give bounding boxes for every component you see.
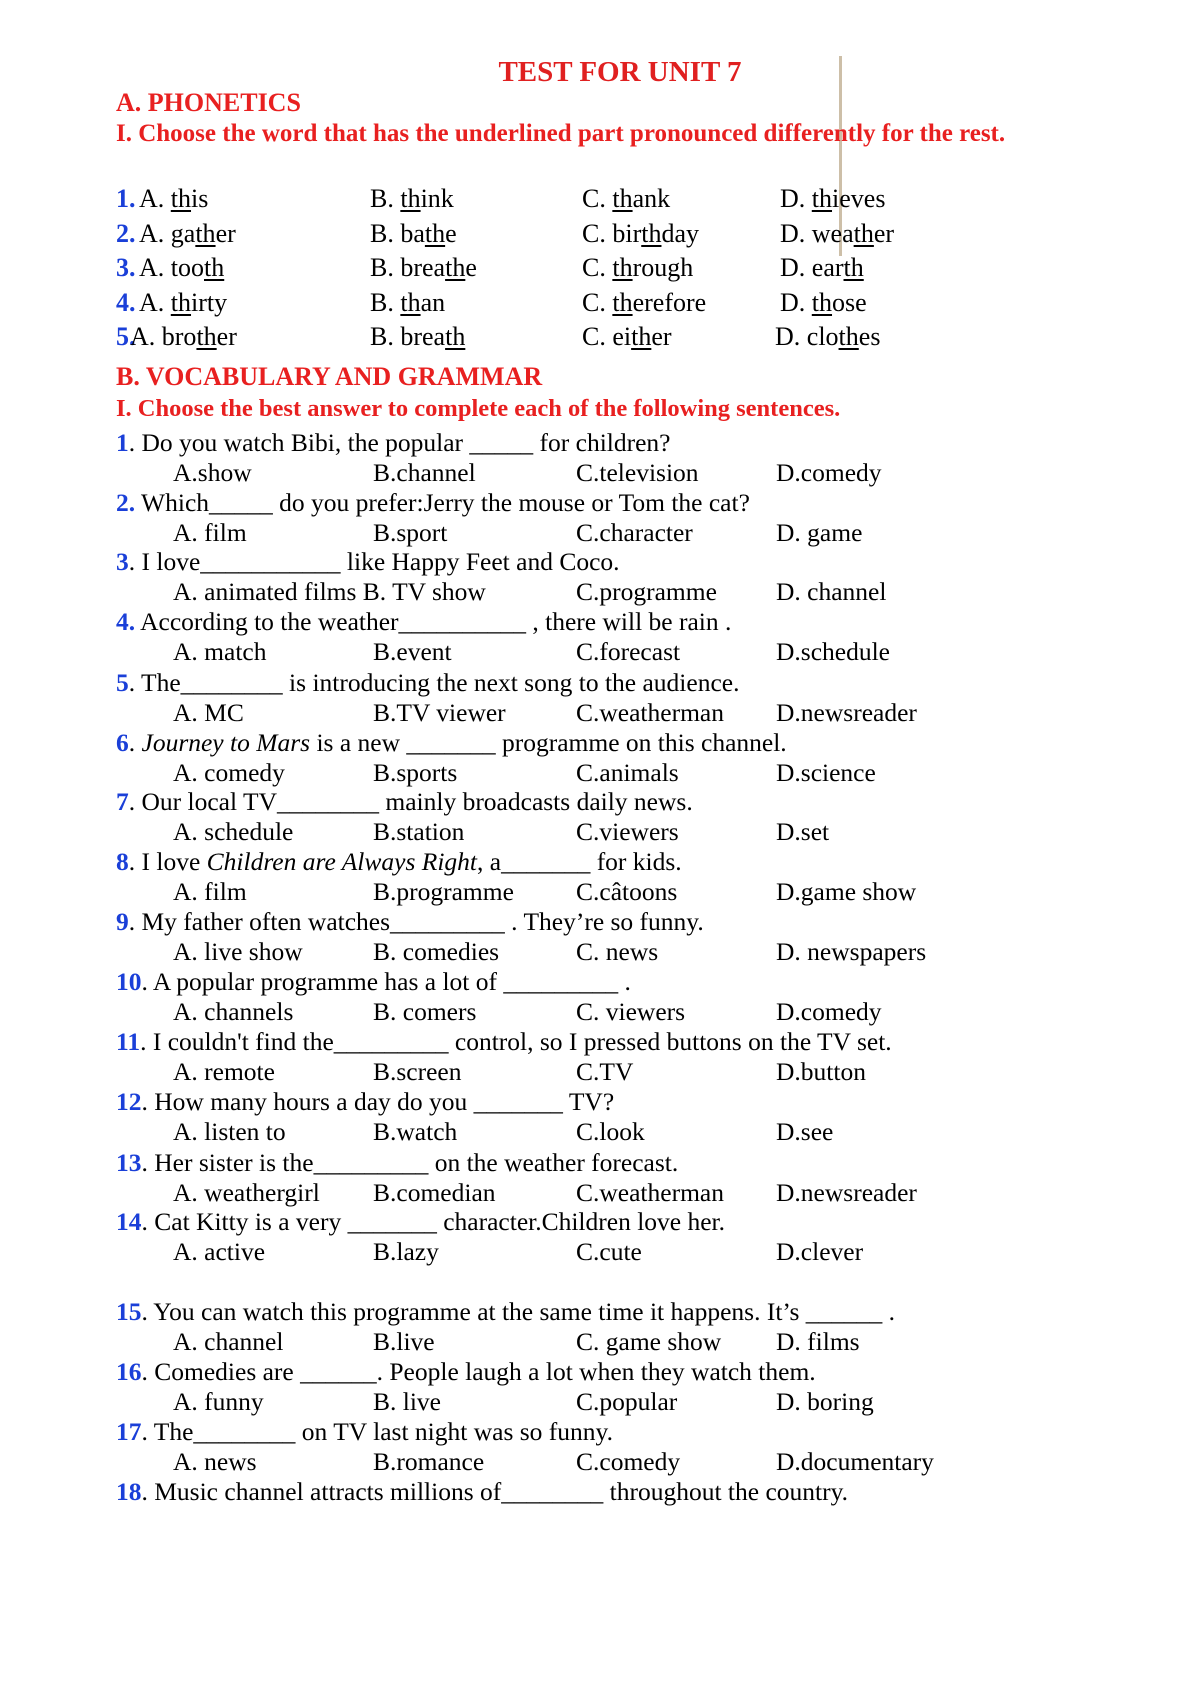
question-text: 17. The________ on TV last night was so funny. bbox=[116, 1417, 614, 1446]
answer-option: C.viewers bbox=[576, 817, 679, 846]
underlined-part: th bbox=[445, 322, 466, 351]
underlined-part: th bbox=[170, 288, 192, 317]
answer-options bbox=[0, 758, 1200, 788]
answer-options bbox=[0, 877, 1200, 907]
answer-option: B.programme bbox=[373, 877, 514, 906]
question-number: 14 bbox=[116, 1207, 142, 1236]
answer-option: D.documentary bbox=[776, 1447, 934, 1476]
option-c: C. therefore bbox=[582, 288, 707, 317]
answer-option: C.weatherman bbox=[576, 698, 724, 727]
answer-option: A. remote bbox=[173, 1057, 275, 1086]
answer-options bbox=[0, 1327, 1200, 1357]
question-text: 3. I love___________ like Happy Feet and Coco. bbox=[116, 547, 620, 576]
answer-options bbox=[0, 1237, 1200, 1267]
underlined-part: th bbox=[853, 219, 874, 248]
question-number: 11 bbox=[116, 1027, 141, 1056]
underlined-part: th bbox=[400, 184, 421, 213]
question-number: 8 bbox=[116, 847, 129, 876]
option-a: A. gather bbox=[139, 219, 236, 248]
question-text: 1. Do you watch Bibi, the popular _____ for children? bbox=[116, 428, 671, 457]
answer-option: A. funny bbox=[173, 1387, 264, 1416]
option-c: C. birthday bbox=[582, 219, 700, 248]
answer-options bbox=[0, 1057, 1200, 1087]
question-number: 2. bbox=[116, 488, 136, 517]
answer-options bbox=[0, 1178, 1200, 1208]
answer-option: C.cute bbox=[576, 1237, 642, 1266]
question-number: 5 bbox=[116, 668, 129, 697]
answer-option: B.romance bbox=[373, 1447, 485, 1476]
answer-option: C.comedy bbox=[576, 1447, 681, 1476]
italic-title: Children are Always Right bbox=[206, 847, 477, 876]
answer-option: A. film bbox=[173, 518, 247, 547]
underlined-part: th bbox=[612, 288, 633, 317]
answer-option: A. weathergirl bbox=[173, 1178, 320, 1207]
page-title: TEST FOR UNIT 7 bbox=[498, 56, 742, 88]
answer-option: C.câtoons bbox=[576, 877, 678, 906]
question-number: 18 bbox=[116, 1477, 142, 1506]
question-text: 9. My father often watches_________ . They’re so funny. bbox=[116, 907, 704, 936]
answer-options bbox=[0, 1387, 1200, 1417]
question-number: 9 bbox=[116, 907, 129, 936]
question-number: 3 bbox=[116, 547, 129, 576]
question-number: 5. bbox=[116, 322, 136, 351]
answer-option: C. game show bbox=[576, 1327, 722, 1356]
answer-option: C.TV bbox=[576, 1057, 634, 1086]
underlined-part: th bbox=[196, 322, 217, 351]
answer-option: D. newspapers bbox=[776, 937, 927, 966]
answer-option: A. film bbox=[173, 877, 247, 906]
underlined-part: th bbox=[838, 322, 859, 351]
option-c: C. either bbox=[582, 322, 672, 351]
option-a: A. brother bbox=[130, 322, 237, 351]
question-number: 4. bbox=[116, 288, 136, 317]
phonetics-instruction: I. Choose the word that has the underlined part pronounced differently for the rest. bbox=[116, 120, 1006, 147]
answer-option: D.comedy bbox=[776, 997, 882, 1026]
answer-option: D. channel bbox=[776, 577, 887, 606]
question-number: 17 bbox=[116, 1417, 142, 1446]
question-number: 3. bbox=[116, 253, 136, 282]
answer-option: B.comedian bbox=[373, 1178, 496, 1207]
question-text: 10. A popular programme has a lot of _________ . bbox=[116, 967, 631, 996]
answer-option: A. live show bbox=[173, 937, 303, 966]
underlined-part: th bbox=[400, 288, 421, 317]
answer-options bbox=[0, 518, 1200, 548]
option-b: B. breathe bbox=[370, 253, 477, 282]
question-number: 1. bbox=[116, 184, 136, 213]
answer-option: B.station bbox=[373, 817, 465, 846]
answer-option: D.newsreader bbox=[776, 698, 917, 727]
answer-option: D.newsreader bbox=[776, 1178, 917, 1207]
underlined-part: th bbox=[811, 184, 833, 213]
question-text: 2. Which_____ do you prefer:Jerry the mouse or Tom the cat? bbox=[116, 488, 750, 517]
answer-option: A. comedy bbox=[173, 758, 285, 787]
underlined-part: th bbox=[631, 322, 652, 351]
answer-option: A. animated films B. TV show bbox=[173, 577, 486, 606]
answer-option: A. news bbox=[173, 1447, 257, 1476]
answer-option: A.show bbox=[173, 458, 252, 487]
answer-option: A. listen to bbox=[173, 1117, 286, 1146]
option-a: A. this bbox=[139, 184, 209, 213]
answer-option: B. comedies bbox=[373, 937, 500, 966]
question-text: 6. Journey to Mars is a new _______ programme on this channel. bbox=[116, 728, 787, 757]
answer-option: B.sports bbox=[373, 758, 458, 787]
question-number: 1 bbox=[116, 428, 129, 457]
option-d: D. weather bbox=[780, 219, 895, 248]
answer-options bbox=[0, 577, 1200, 607]
answer-option: C.programme bbox=[576, 577, 717, 606]
underlined-part: th bbox=[843, 253, 864, 282]
question-text: 13. Her sister is the_________ on the weather forecast. bbox=[116, 1148, 679, 1177]
question-number: 15 bbox=[116, 1297, 142, 1326]
answer-options bbox=[0, 1117, 1200, 1147]
answer-option: D.button bbox=[776, 1057, 866, 1086]
question-number: 7 bbox=[116, 787, 129, 816]
question-text: 8. I love Children are Always Right, a_______ for kids. bbox=[116, 847, 682, 876]
answer-option: D.game show bbox=[776, 877, 917, 906]
vocab-instruction: I. Choose the best answer to complete each of the following sentences. bbox=[116, 395, 841, 422]
option-c: C. through bbox=[582, 253, 694, 282]
question-number: 10 bbox=[116, 967, 142, 996]
underlined-part: th bbox=[445, 253, 466, 282]
option-a: A. thirty bbox=[139, 288, 228, 317]
answer-option: D.comedy bbox=[776, 458, 882, 487]
answer-option: D.schedule bbox=[776, 637, 891, 666]
answer-options bbox=[0, 817, 1200, 847]
answer-option: A. active bbox=[173, 1237, 266, 1266]
answer-option: B.event bbox=[373, 637, 452, 666]
question-number: 2. bbox=[116, 219, 136, 248]
answer-option: D.see bbox=[776, 1117, 834, 1146]
option-d: D. earth bbox=[780, 253, 864, 282]
answer-option: D. game bbox=[776, 518, 863, 547]
underlined-part: th bbox=[612, 184, 633, 213]
answer-option: D.clever bbox=[776, 1237, 864, 1266]
answer-option: C.forecast bbox=[576, 637, 681, 666]
question-number: 6 bbox=[116, 728, 129, 757]
question-text: 11. I couldn't find the_________ control, so I pressed buttons on the TV set. bbox=[116, 1027, 892, 1056]
question-text: 12. How many hours a day do you _______ TV? bbox=[116, 1087, 615, 1116]
answer-option: C.weatherman bbox=[576, 1178, 724, 1207]
answer-option: B. live bbox=[373, 1387, 441, 1416]
answer-option: C.popular bbox=[576, 1387, 678, 1416]
answer-option: C. viewers bbox=[576, 997, 686, 1026]
underlined-part: th bbox=[195, 219, 216, 248]
answer-option: B. comers bbox=[373, 997, 477, 1026]
underlined-part: th bbox=[612, 253, 633, 282]
answer-option: A. MC bbox=[173, 698, 244, 727]
answer-options bbox=[0, 1447, 1200, 1477]
answer-option: B.sport bbox=[373, 518, 448, 547]
question-number: 12 bbox=[116, 1087, 142, 1116]
answer-option: D.set bbox=[776, 817, 830, 846]
answer-options bbox=[0, 997, 1200, 1027]
question-text: 15. You can watch this programme at the same time it happens. It’s ______ . bbox=[116, 1297, 896, 1326]
question-number: 16 bbox=[116, 1357, 142, 1386]
answer-option: A. channels bbox=[173, 997, 294, 1026]
answer-option: B.watch bbox=[373, 1117, 458, 1146]
answer-option: B.channel bbox=[373, 458, 476, 487]
answer-option: D. boring bbox=[776, 1387, 874, 1416]
option-b: B. think bbox=[370, 184, 454, 213]
section-b-heading: B. VOCABULARY AND GRAMMAR bbox=[116, 362, 543, 391]
answer-option: A. schedule bbox=[173, 817, 294, 846]
option-a: A. tooth bbox=[139, 253, 225, 282]
answer-options bbox=[0, 937, 1200, 967]
answer-option: B.screen bbox=[373, 1057, 462, 1086]
question-number: 13 bbox=[116, 1148, 142, 1177]
answer-option: A. match bbox=[173, 637, 267, 666]
option-b: B. than bbox=[370, 288, 446, 317]
answer-option: B.TV viewer bbox=[373, 698, 506, 727]
answer-options bbox=[0, 698, 1200, 728]
answer-option: C.look bbox=[576, 1117, 645, 1146]
underlined-part: th bbox=[204, 253, 225, 282]
answer-options bbox=[0, 458, 1200, 488]
answer-option: C.character bbox=[576, 518, 693, 547]
question-text: 7. Our local TV________ mainly broadcasts daily news. bbox=[116, 787, 693, 816]
question-text: 16. Comedies are ______. People laugh a lot when they watch them. bbox=[116, 1357, 816, 1386]
answer-option: B.live bbox=[373, 1327, 435, 1356]
answer-options bbox=[0, 637, 1200, 667]
section-a-heading: A. PHONETICS bbox=[116, 88, 301, 117]
underlined-part: th bbox=[424, 219, 446, 248]
underlined-part: th bbox=[811, 288, 833, 317]
option-d: D. clothes bbox=[775, 322, 881, 351]
option-d: D. thieves bbox=[780, 184, 886, 213]
option-c: C. thank bbox=[582, 184, 671, 213]
question-text: 5. The________ is introducing the next song to the audience. bbox=[116, 668, 740, 697]
answer-option: C. news bbox=[576, 937, 659, 966]
question-text: 14. Cat Kitty is a very _______ character.Children love her. bbox=[116, 1207, 726, 1236]
answer-option: D.science bbox=[776, 758, 876, 787]
question-number: 4. bbox=[116, 607, 136, 636]
answer-option: C.animals bbox=[576, 758, 679, 787]
answer-option: D. films bbox=[776, 1327, 860, 1356]
option-d: D. those bbox=[780, 288, 867, 317]
question-text: 4. According to the weather__________ , there will be rain . bbox=[116, 607, 732, 636]
answer-option: C.television bbox=[576, 458, 699, 487]
answer-option: B.lazy bbox=[373, 1237, 439, 1266]
option-b: B. bathe bbox=[370, 219, 457, 248]
underlined-part: th bbox=[170, 184, 192, 213]
underlined-part: th bbox=[641, 219, 662, 248]
italic-title: Journey to Mars bbox=[141, 728, 311, 757]
answer-option: A. channel bbox=[173, 1327, 284, 1356]
option-b: B. breath bbox=[370, 322, 466, 351]
question-text: 18. Music channel attracts millions of________ throughout the country. bbox=[116, 1477, 849, 1506]
